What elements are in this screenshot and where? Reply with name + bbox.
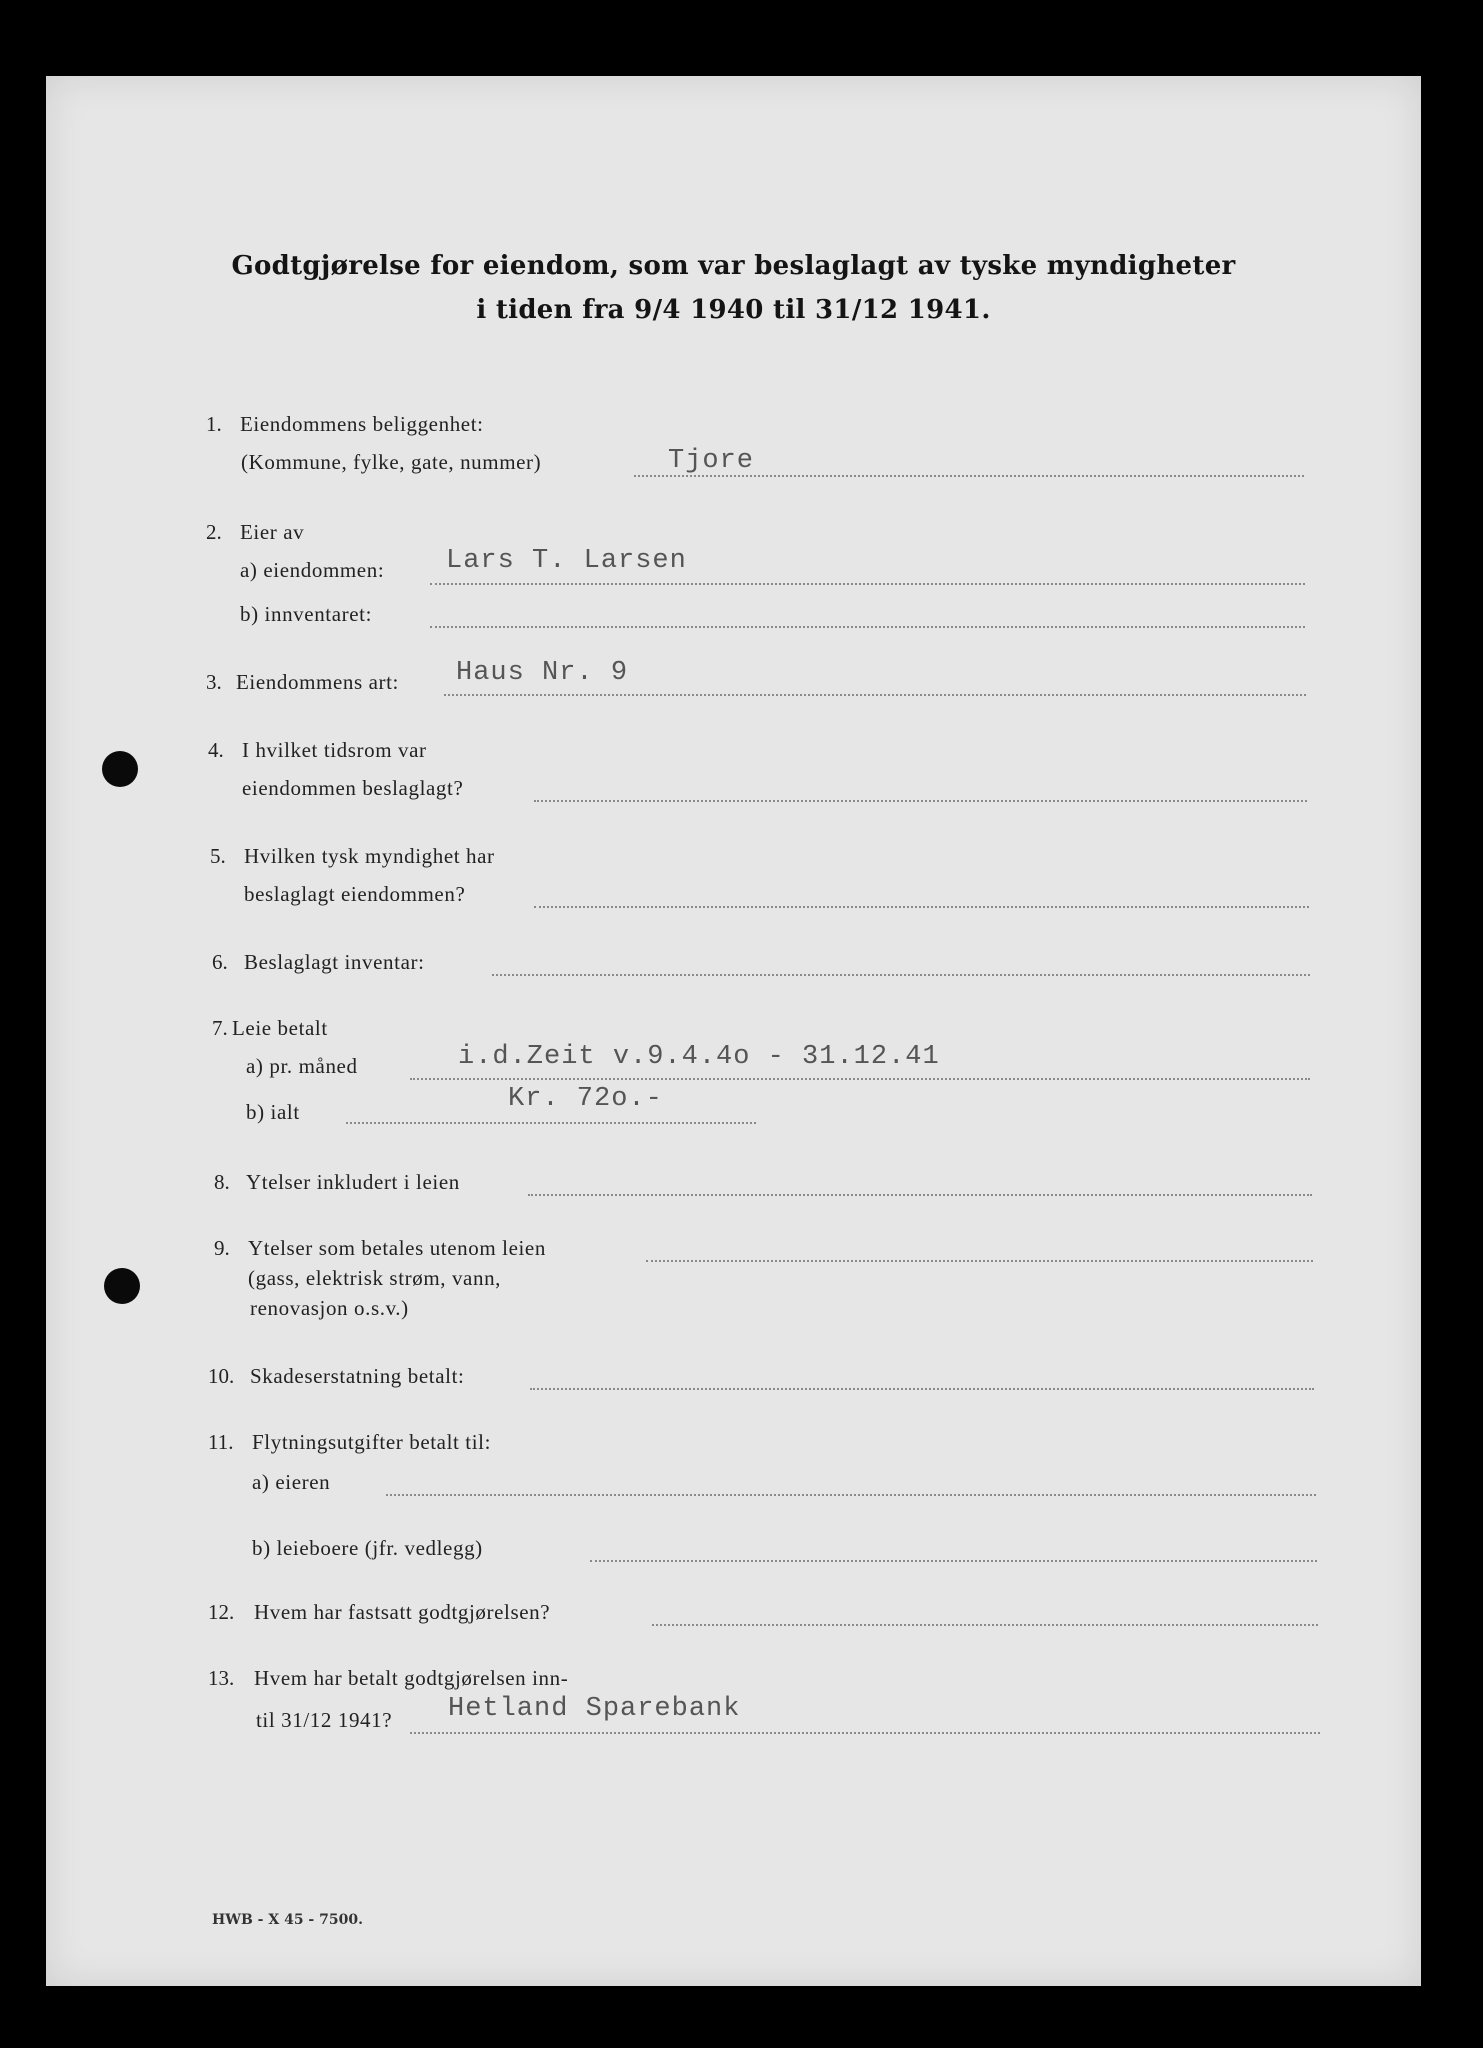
- item-3-answer: Haus Nr. 9: [456, 658, 629, 688]
- item-1-sublabel: (Kommune, fylke, gate, nummer): [241, 450, 542, 474]
- item-9-label: Ytelser som betales utenom leien: [248, 1236, 546, 1260]
- item-1-label: Eiendommens beliggenhet:: [240, 412, 484, 436]
- item-9-answer-line: [646, 1260, 1313, 1262]
- item-13-answer: Hetland Sparebank: [448, 1694, 741, 1724]
- item-10-number: 10.: [208, 1364, 235, 1388]
- item-5-label: Hvilken tysk myndighet har: [244, 844, 495, 868]
- item-13-sublabel: til 31/12 1941?: [256, 1708, 393, 1732]
- item-7b-answer-line: [346, 1122, 756, 1124]
- punch-hole-top: [102, 751, 138, 787]
- item-13-number: 13.: [208, 1666, 235, 1690]
- item-1-number: 1.: [206, 412, 222, 436]
- item-2a-answer: Lars T. Larsen: [446, 546, 687, 576]
- item-7-number: 7.: [212, 1016, 228, 1040]
- item-5-sublabel: beslaglagt eiendommen?: [244, 882, 466, 906]
- item-8-answer-line: [528, 1194, 1312, 1196]
- item-10-label: Skadeserstatning betalt:: [250, 1364, 465, 1388]
- item-8-label: Ytelser inkludert i leien: [246, 1170, 460, 1194]
- item-3-label: Eiendommens art:: [236, 670, 399, 694]
- item-3-number: 3.: [206, 670, 222, 694]
- item-5-answer-line: [534, 906, 1309, 908]
- item-11-label: Flytningsutgifter betalt til:: [252, 1430, 492, 1454]
- item-5-number: 5.: [210, 844, 226, 868]
- item-11b-answer-line: [590, 1560, 1317, 1562]
- item-11a-label: a) eieren: [252, 1470, 331, 1494]
- item-4-number: 4.: [208, 738, 224, 762]
- form-print-code: HWB - X 45 - 7500.: [212, 1912, 363, 1928]
- item-2-number: 2.: [206, 520, 222, 544]
- item-2a-answer-line: [430, 583, 1305, 585]
- item-3-answer-line: [444, 694, 1306, 696]
- item-7b-answer: Kr. 72o.-: [508, 1084, 663, 1114]
- item-8-number: 8.: [214, 1170, 230, 1194]
- item-6-number: 6.: [212, 950, 228, 974]
- item-6-answer-line: [492, 974, 1310, 976]
- item-9-sublabel-2: renovasjon o.s.v.): [250, 1296, 409, 1320]
- item-12-label: Hvem har fastsatt godtgjørelsen?: [254, 1600, 551, 1624]
- item-7a-answer-line: [410, 1078, 1310, 1080]
- item-11a-answer-line: [386, 1494, 1316, 1496]
- item-2b-label: b) innventaret:: [240, 602, 373, 626]
- item-9-number: 9.: [214, 1236, 230, 1260]
- item-13-answer-line: [410, 1732, 1320, 1734]
- item-10-answer-line: [530, 1388, 1314, 1390]
- punch-hole-bottom: [104, 1268, 140, 1304]
- item-4-label: I hvilket tidsrom var: [242, 738, 427, 762]
- item-4-sublabel: eiendommen beslaglagt?: [242, 776, 464, 800]
- item-2a-label: a) eiendommen:: [240, 558, 385, 582]
- item-12-number: 12.: [208, 1600, 235, 1624]
- item-6-label: Beslaglagt inventar:: [244, 950, 425, 974]
- item-2b-answer-line: [430, 626, 1305, 628]
- item-1-answer: Tjore: [668, 446, 755, 476]
- title-line-1: Godtgjørelse for eiendom, som var beslaglagt av tyske myndigheter: [231, 251, 1236, 281]
- item-7a-label: a) pr. måned: [246, 1054, 358, 1078]
- item-9-sublabel-1: (gass, elektrisk strøm, vann,: [248, 1266, 502, 1290]
- item-13-label: Hvem har betalt godtgjørelsen inn-: [254, 1666, 569, 1690]
- item-11-number: 11.: [208, 1430, 234, 1454]
- item-4-answer-line: [534, 800, 1307, 802]
- item-7b-label: b) ialt: [246, 1100, 300, 1124]
- item-12-answer-line: [652, 1624, 1318, 1626]
- title-line-2: i tiden fra 9/4 1940 til 31/12 1941.: [476, 295, 991, 325]
- item-11b-label: b) leieboere (jfr. vedlegg): [252, 1536, 483, 1560]
- item-7-label: Leie betalt: [232, 1016, 328, 1040]
- form-title: [46, 244, 1421, 332]
- item-7a-answer: i.d.Zeit v.9.4.4o - 31.12.41: [458, 1042, 940, 1072]
- item-2-label: Eier av: [240, 520, 305, 544]
- form-paper: [46, 76, 1421, 1986]
